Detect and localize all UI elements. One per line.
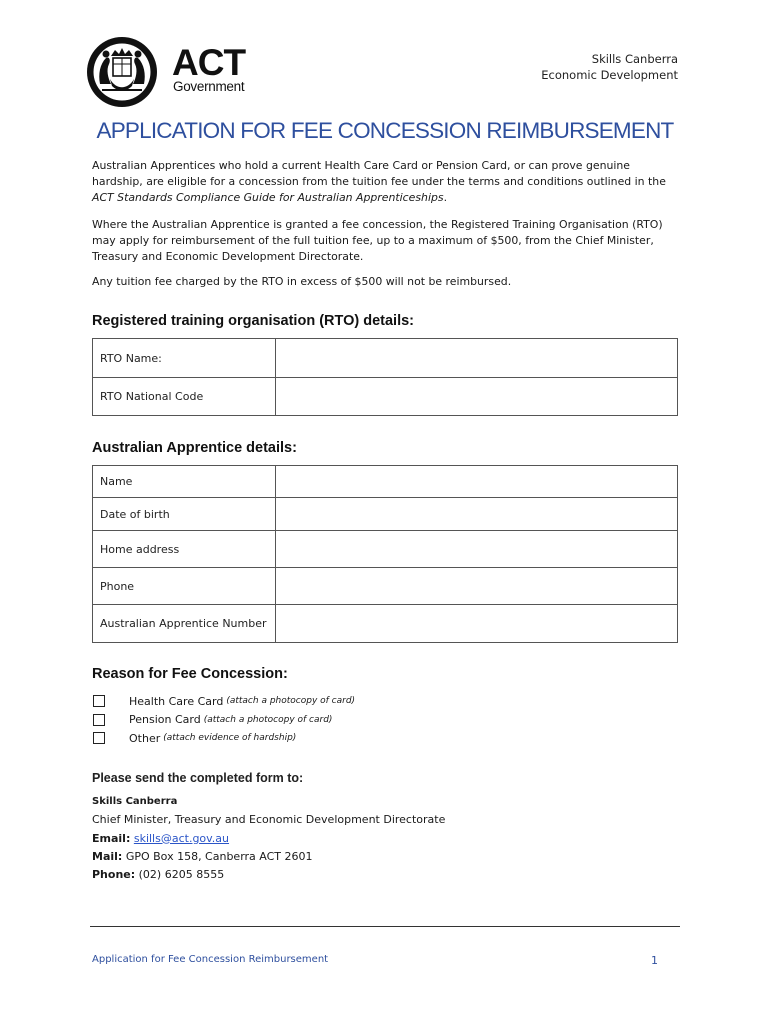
phone-number: (02) 6205 8555 bbox=[138, 868, 225, 882]
logo-act-text: ACT bbox=[172, 42, 246, 83]
reason-checklist bbox=[92, 692, 355, 748]
table-row bbox=[93, 378, 678, 416]
table-row bbox=[93, 568, 678, 605]
org-division: Economic Development bbox=[541, 68, 678, 82]
table-row bbox=[93, 498, 678, 531]
rto-code-label: RTO National Code bbox=[93, 378, 276, 416]
other-note: (attach evidence of hardship) bbox=[163, 733, 297, 744]
guide-title: ACT Standards Compliance Guide for Australian Apprenticeships bbox=[92, 191, 444, 204]
home-address-label: Home address bbox=[93, 531, 276, 568]
contact-directorate: Chief Minister, Treasury and Economic Development Directorate bbox=[92, 813, 446, 827]
org-name: Skills Canberra bbox=[591, 52, 678, 66]
table-row bbox=[93, 339, 678, 378]
rto-code-field[interactable] bbox=[276, 378, 678, 416]
apprentice-number-field[interactable] bbox=[276, 605, 678, 643]
send-section-heading: Please send the completed form to: bbox=[92, 771, 304, 785]
list-item bbox=[92, 729, 355, 748]
contact-mail-line bbox=[92, 848, 445, 866]
rto-details-table bbox=[92, 338, 678, 416]
phone-contact-label: Phone: bbox=[92, 868, 136, 882]
health-care-card-checkbox[interactable] bbox=[93, 695, 105, 707]
table-row bbox=[93, 605, 678, 643]
list-item bbox=[92, 692, 355, 711]
intro-paragraph-3: Any tuition fee charged by the RTO in excess of $500 will not be reimbursed. bbox=[92, 275, 512, 288]
contact-org: Skills Canberra bbox=[92, 796, 178, 807]
rto-section-heading: Registered training organisation (RTO) details: bbox=[92, 313, 414, 329]
apprentice-details-table bbox=[92, 465, 678, 643]
home-address-field[interactable] bbox=[276, 531, 678, 568]
pension-card-label: Pension Card bbox=[129, 713, 201, 727]
rto-name-field[interactable] bbox=[276, 339, 678, 378]
page-title: APPLICATION FOR FEE CONCESSION REIMBURSEMENT bbox=[96, 118, 674, 143]
other-checkbox[interactable] bbox=[93, 732, 105, 744]
phone-field[interactable] bbox=[276, 568, 678, 605]
table-row bbox=[93, 531, 678, 568]
footer-title: Application for Fee Concession Reimbursement bbox=[92, 954, 329, 965]
phone-label: Phone bbox=[93, 568, 276, 605]
contact-details bbox=[92, 793, 445, 884]
intro-paragraph-1: Australian Apprentices who hold a current Health Care Card or Pension Card, or can prove genuine hardship, are eligible for a concession from the tuition fee under the terms and conditions outlined in the ACT Standards Compliance Guide for Australian Apprenticeships. bbox=[92, 159, 666, 204]
apprentice-number-label: Australian Apprentice Number bbox=[93, 605, 276, 643]
email-link[interactable]: skills@act.gov.au bbox=[133, 831, 230, 845]
mail-address: GPO Box 158, Canberra ACT 2601 bbox=[125, 849, 313, 863]
rto-name-label: RTO Name: bbox=[93, 339, 276, 378]
logo-government-text: Government bbox=[173, 79, 245, 94]
pension-card-checkbox[interactable] bbox=[93, 714, 105, 726]
name-field[interactable] bbox=[276, 466, 678, 498]
reason-section-heading: Reason for Fee Concession: bbox=[92, 666, 288, 682]
footer-divider bbox=[90, 926, 680, 927]
header-organisation bbox=[541, 51, 678, 83]
table-row bbox=[93, 466, 678, 498]
mail-label: Mail: bbox=[92, 849, 123, 863]
health-care-card-note: (attach a photocopy of card) bbox=[226, 696, 356, 707]
page-number: 1 bbox=[651, 954, 658, 967]
dob-label: Date of birth bbox=[93, 498, 276, 531]
name-label: Name bbox=[93, 466, 276, 498]
contact-phone-line bbox=[92, 866, 445, 884]
other-label: Other bbox=[129, 731, 161, 745]
intro-paragraph-2: Where the Australian Apprentice is granted a fee concession, the Registered Training Organisation (RTO) may apply for reimbursement of the full tuition fee, up to a maximum of $500, from the Chief Minister, Treasury and Economic Development Directorate. bbox=[92, 218, 663, 263]
health-care-card-label: Health Care Card bbox=[129, 694, 224, 708]
list-item bbox=[92, 711, 355, 730]
apprentice-section-heading: Australian Apprentice details: bbox=[92, 440, 297, 456]
contact-email-line bbox=[92, 830, 445, 848]
dob-field[interactable] bbox=[276, 498, 678, 531]
pension-card-note: (attach a photocopy of card) bbox=[203, 714, 333, 725]
email-label: Email: bbox=[92, 831, 131, 845]
